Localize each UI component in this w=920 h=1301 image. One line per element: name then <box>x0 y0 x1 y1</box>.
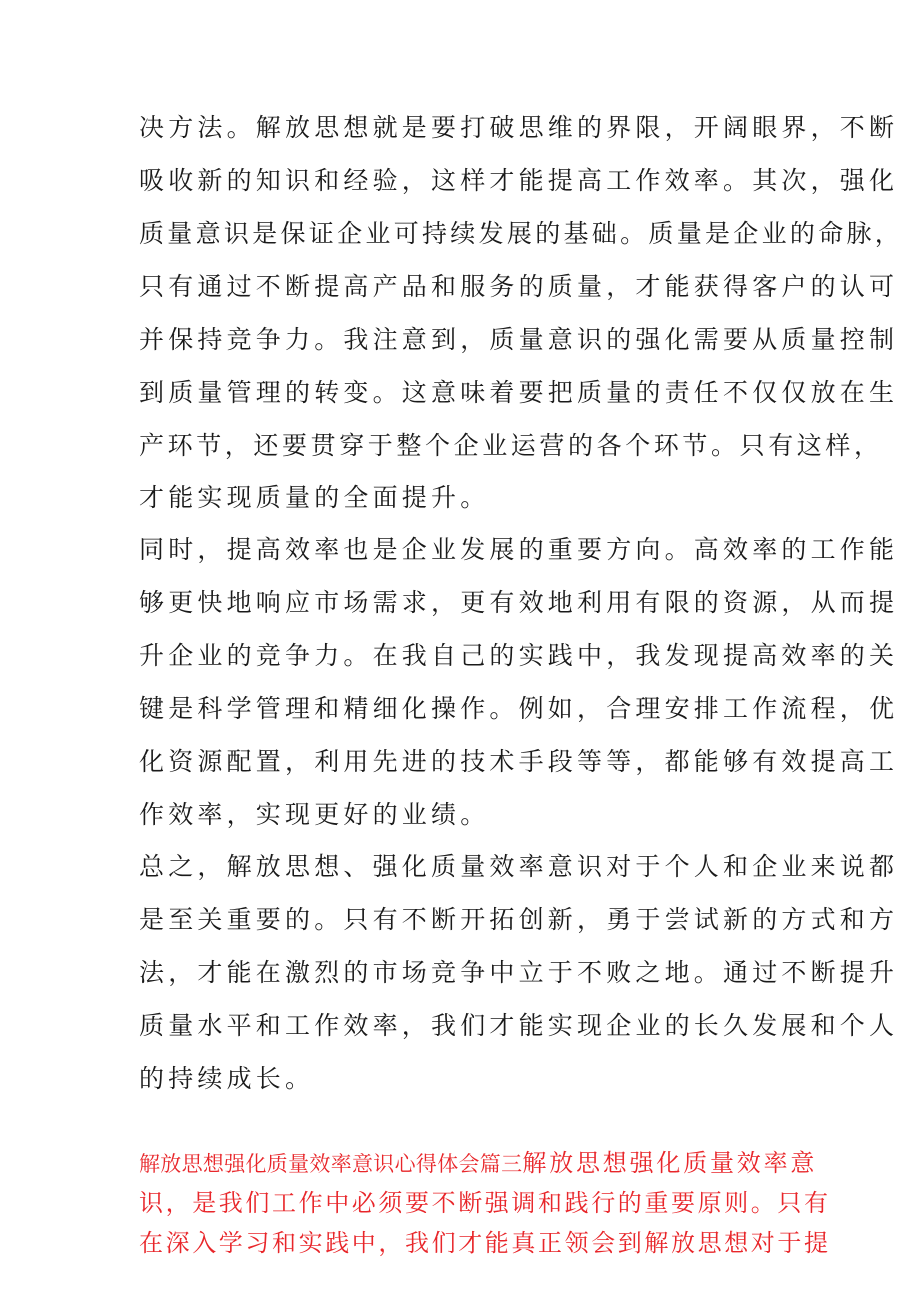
text-line: 升企业的竞争力。在我自己的实践中，我发现提高效率的关 <box>139 641 899 670</box>
text-line: 才能实现质量的全面提升。 <box>139 483 490 512</box>
text-line: 键是科学管理和精细化操作。例如，合理安排工作流程，优 <box>139 694 899 723</box>
text-line: 质量意识是保证企业可持续发展的基础。质量是企业的命脉， <box>139 219 904 248</box>
text-line: 决方法。解放思想就是要打破思维的界限，开阔眼界，不断 <box>139 113 899 142</box>
text-line: 只有通过不断提高产品和服务的质量，才能获得客户的认可 <box>139 272 899 301</box>
text-line: 产环节，还要贯穿于整个企业运营的各个环节。只有这样， <box>139 431 883 460</box>
text-line: 总之，解放思想、强化质量效率意识对于个人和企业来说都 <box>139 852 899 881</box>
section-heading-line <box>139 1148 818 1179</box>
text-line: 到质量管理的转变。这意味着要把质量的责任不仅仅放在生 <box>139 378 899 407</box>
text-line: 是至关重要的。只有不断开拓创新，勇于尝试新的方式和方 <box>139 905 899 934</box>
section-title: 解放思想强化质量效率意识心得体会篇三 <box>139 1152 523 1176</box>
text-line: 质量水平和工作效率，我们才能实现企业的长久发展和个人 <box>139 1011 899 1040</box>
text-line: 并保持竞争力。我注意到，质量意识的强化需要从质量控制 <box>139 325 899 354</box>
text-line: 吸收新的知识和经验，这样才能提高工作效率。其次，强化 <box>139 166 899 195</box>
text-line: 化资源配置，利用先进的技术手段等等，都能够有效提高工 <box>139 747 899 776</box>
section-text-start: 解放思想强化质量效率意 <box>522 1149 818 1177</box>
section-text-line: 识，是我们工作中必须要不断强调和践行的重要原则。只有 <box>139 1189 831 1217</box>
text-line: 够更快地响应市场需求，更有效地利用有限的资源，从而提 <box>139 588 899 617</box>
text-line: 法，才能在激烈的市场竞争中立于不败之地。通过不断提升 <box>139 958 899 987</box>
text-line: 的持续成长。 <box>139 1064 315 1093</box>
section-text-line: 在深入学习和实践中，我们才能真正领会到解放思想对于提 <box>139 1229 831 1257</box>
text-line: 作效率，实现更好的业绩。 <box>139 800 490 829</box>
text-line: 同时，提高效率也是企业发展的重要方向。高效率的工作能 <box>139 535 899 564</box>
